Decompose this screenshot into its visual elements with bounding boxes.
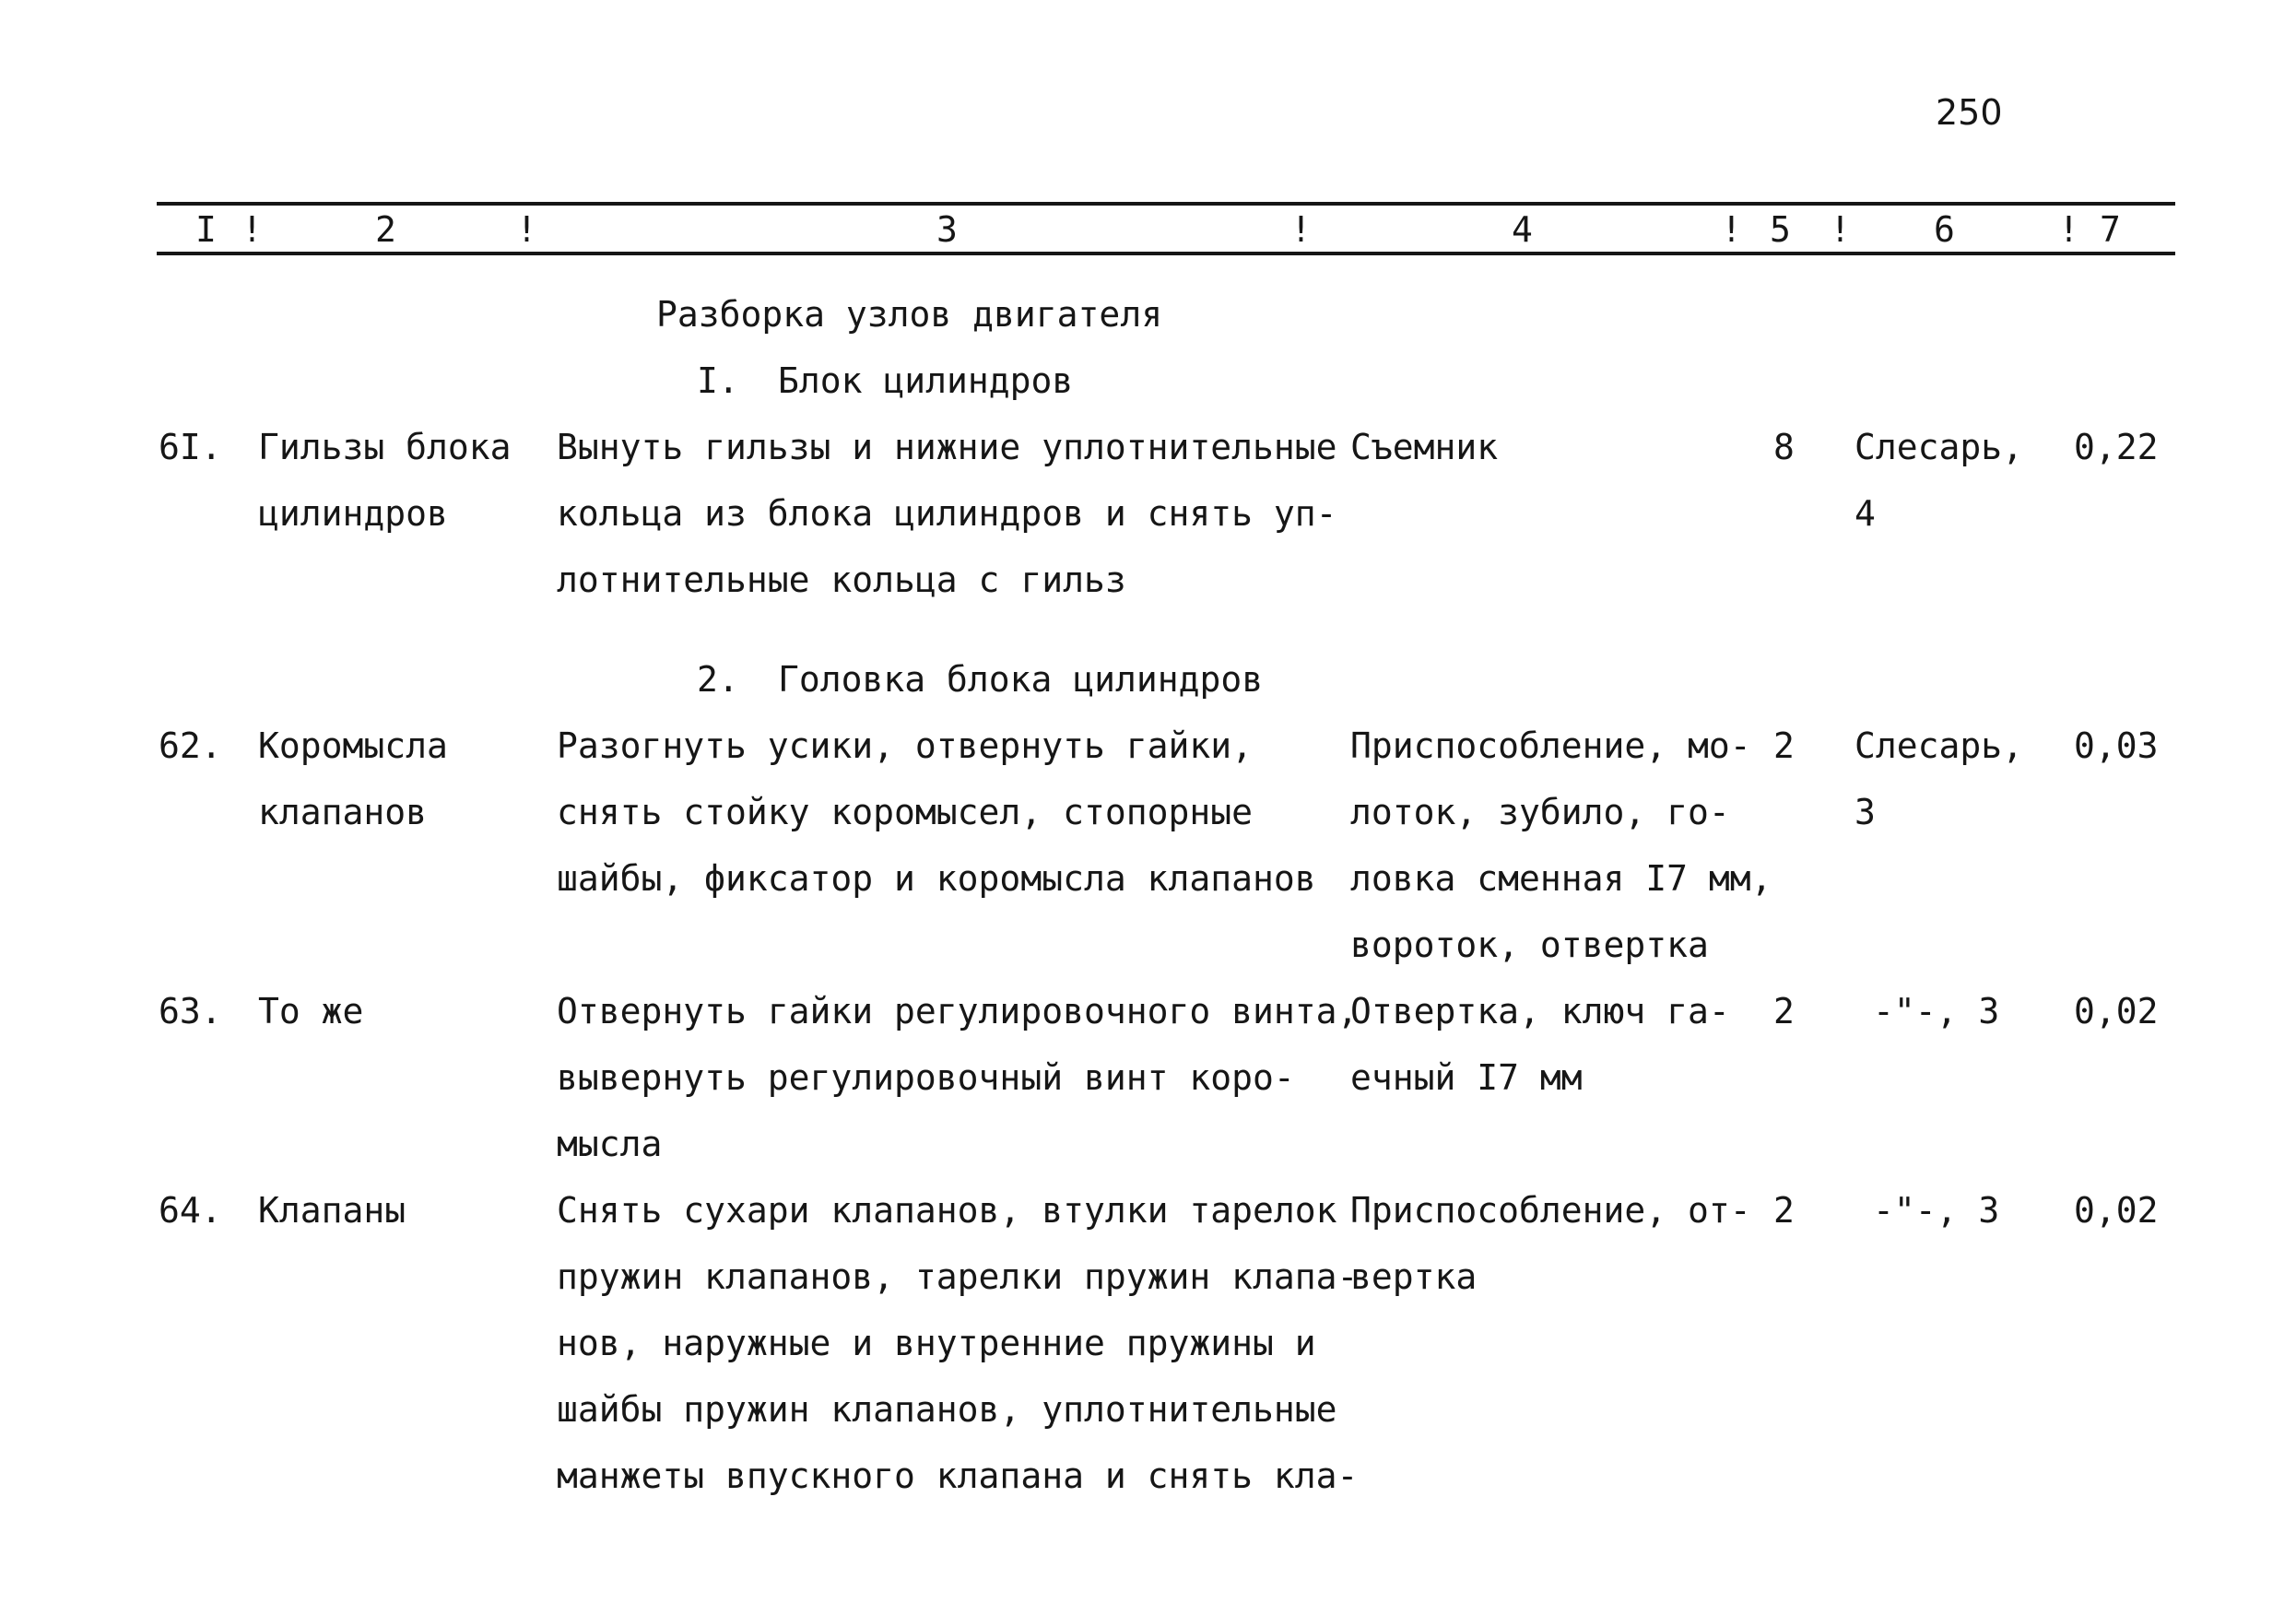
- tools-text: ечный I7 мм: [1350, 1057, 1583, 1098]
- operation-text: Отвернуть гайки регулировочного винта,: [557, 991, 1359, 1031]
- operation-text: пружин клапанов, тарелки пружин клапа-: [557, 1256, 1359, 1297]
- section-title: Разборка узлов двигателя: [656, 294, 1163, 335]
- worker-text: 3: [1854, 792, 1876, 832]
- tools-text: ловка сменная I7 мм,: [1350, 858, 1772, 899]
- page-number: 250: [1936, 92, 2003, 133]
- tools-text: вертка: [1350, 1256, 1478, 1297]
- operation-text: снять стойку коромысел, стопорные: [557, 792, 1253, 832]
- row-number: 64.: [159, 1190, 222, 1231]
- operation-text: шайбы, фиксатор и коромысла клапанов: [557, 858, 1316, 899]
- header-col-1: I: [195, 209, 217, 250]
- part-name: Гильзы блока: [258, 427, 512, 467]
- subsection-title: Головка блока цилиндров: [778, 659, 1264, 700]
- part-name: цилиндров: [258, 493, 448, 534]
- header-separator: !: [2058, 209, 2079, 250]
- tools-text: Съемник: [1350, 427, 1499, 467]
- operation-text: манжеты впускного клапана и снять кла-: [557, 1456, 1359, 1496]
- operation-text: Разогнуть усики, отвернуть гайки,: [557, 725, 1253, 766]
- header-top-rule: [157, 202, 2175, 206]
- operation-text: нов, наружные и внутренние пружины и: [557, 1323, 1316, 1363]
- tools-text: вороток, отвертка: [1350, 925, 1709, 965]
- header-col-5: 5: [1770, 209, 1791, 250]
- operation-text: Снять сухари клапанов, втулки тарелок: [557, 1190, 1337, 1231]
- row-number: 6I.: [159, 427, 222, 467]
- subsection-number: 2.: [697, 659, 739, 700]
- worker-text: -"-, 3: [1873, 991, 2000, 1031]
- operation-text: шайбы пружин клапанов, уплотнительные: [557, 1389, 1337, 1430]
- header-separator: !: [516, 209, 537, 250]
- worker-text: -"-, 3: [1873, 1190, 2000, 1231]
- header-col-4: 4: [1512, 209, 1533, 250]
- header-col-6: 6: [1934, 209, 1955, 250]
- part-name: Коромысла: [258, 725, 448, 766]
- col5-value: 2: [1773, 725, 1795, 766]
- operation-text: мысла: [557, 1124, 663, 1164]
- time-value: 0,22: [2074, 427, 2159, 467]
- header-separator: !: [1830, 209, 1851, 250]
- operation-text: лотнительные кольца с гильз: [557, 560, 1126, 600]
- header-col-3: 3: [936, 209, 958, 250]
- header-bottom-rule: [157, 252, 2175, 255]
- header-separator: !: [241, 209, 263, 250]
- operation-text: вывернуть регулировочный винт коро-: [557, 1057, 1295, 1098]
- worker-text: Слесарь,: [1854, 427, 2024, 467]
- header-col-7: 7: [2100, 209, 2121, 250]
- tools-text: лоток, зубило, го-: [1350, 792, 1730, 832]
- subsection-number: I.: [697, 360, 739, 401]
- tools-text: Приспособление, от-: [1350, 1190, 1751, 1231]
- row-number: 63.: [159, 991, 222, 1031]
- part-name: клапанов: [258, 792, 428, 832]
- worker-text: Слесарь,: [1854, 725, 2024, 766]
- tools-text: Отвертка, ключ га-: [1350, 991, 1730, 1031]
- header-col-2: 2: [375, 209, 396, 250]
- time-value: 0,03: [2074, 725, 2159, 766]
- time-value: 0,02: [2074, 991, 2159, 1031]
- col5-value: 2: [1773, 1190, 1795, 1231]
- operation-text: Вынуть гильзы и нижние уплотнительные: [557, 427, 1337, 467]
- col5-value: 2: [1773, 991, 1795, 1031]
- tools-text: Приспособление, мо-: [1350, 725, 1751, 766]
- operation-text: кольца из блока цилиндров и снять уп-: [557, 493, 1337, 534]
- time-value: 0,02: [2074, 1190, 2159, 1231]
- col5-value: 8: [1773, 427, 1795, 467]
- part-name: То же: [258, 991, 364, 1031]
- header-separator: !: [1290, 209, 1312, 250]
- subsection-title: Блок цилиндров: [778, 360, 1074, 401]
- header-separator: !: [1721, 209, 1742, 250]
- part-name: Клапаны: [258, 1190, 406, 1231]
- row-number: 62.: [159, 725, 222, 766]
- worker-text: 4: [1854, 493, 1876, 534]
